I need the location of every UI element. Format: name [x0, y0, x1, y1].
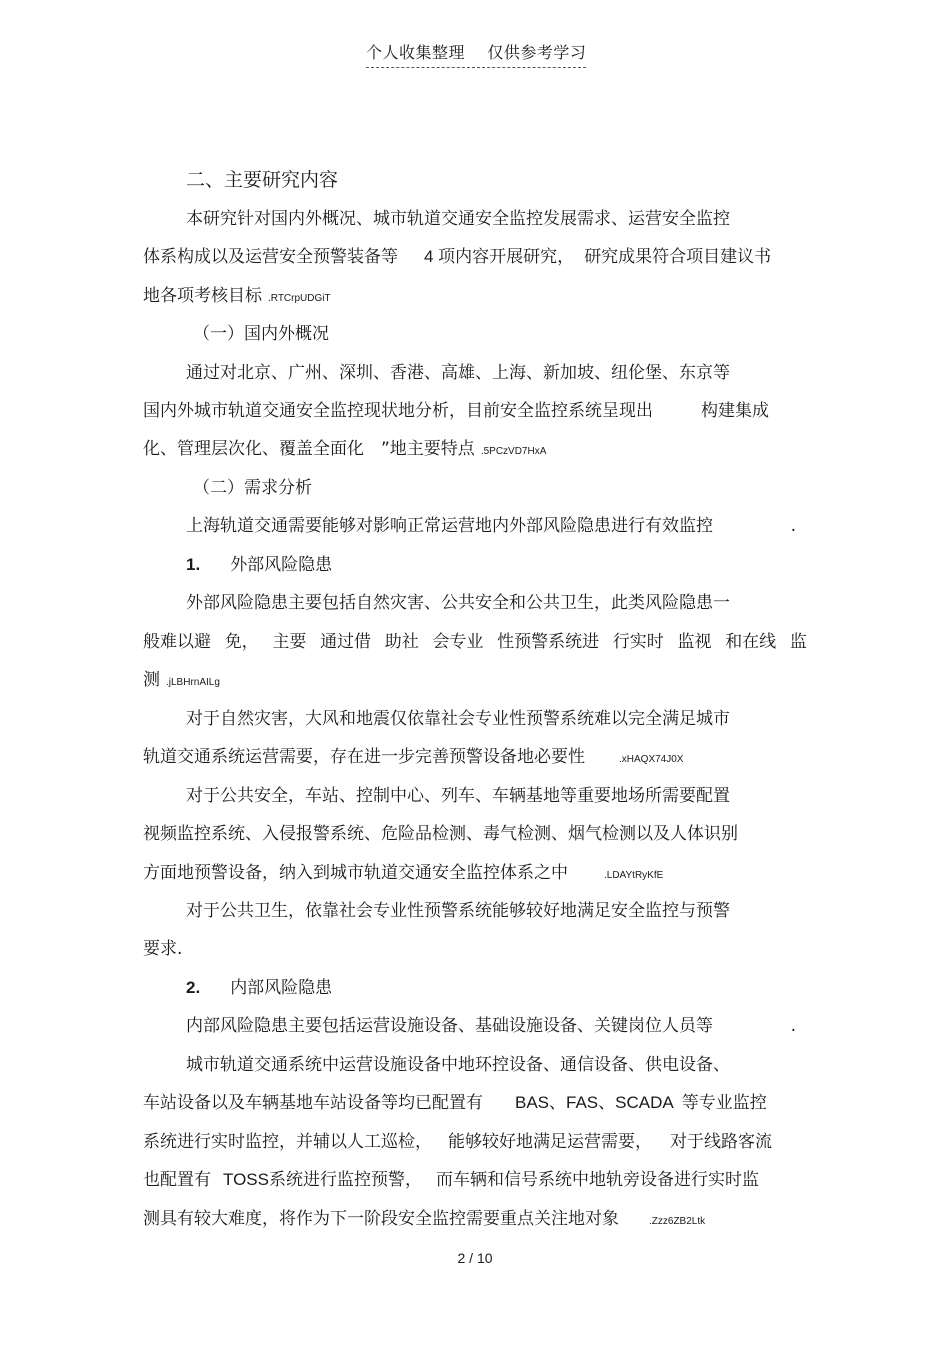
text-span: 4 项内容开展研究， [424, 247, 575, 266]
paragraph-line [143, 1207, 705, 1234]
text-span: 对于线路客流 [670, 1132, 772, 1152]
text-span: 和在线 [725, 632, 777, 652]
text-span: 助社 [384, 632, 419, 652]
text-span: BAS、FAS、SCADA [515, 1093, 674, 1112]
paragraph-line [143, 1130, 772, 1154]
doc-tag: .RTCrpUDGiT [268, 293, 331, 304]
text-span: 性预警系统进 [497, 632, 600, 652]
text-span: 测具有较大难度，将作为下一阶段安全监控需要重点关注地对象 [143, 1209, 619, 1229]
paragraph-line [143, 245, 771, 269]
text-span: 监视 [677, 632, 712, 652]
paragraph-line: 对于自然灾害，大风和地震仅依靠社会专业性预警系统难以完全满足城市 [186, 709, 730, 729]
doc-tag: .jLBHrnAILg [166, 677, 220, 688]
paragraph-line [186, 1014, 796, 1038]
text-span: 系统进行监控预警， [268, 1170, 422, 1190]
text-span: 研究成果符合项目建议书 [584, 247, 772, 267]
text-span: 主要 [272, 632, 307, 652]
paragraph-line [143, 1091, 767, 1115]
list-item-heading [186, 553, 332, 577]
text-span: 体系构成以及运营安全预警装备等 [143, 247, 398, 267]
item-label: 内部风险隐患 [230, 978, 333, 998]
paragraph-line: 对于公共卫生，依靠社会专业性预警系统能够较好地满足安全监控与预警 [186, 901, 730, 921]
subsection-title: （二）需求分析 [193, 478, 312, 498]
text-span: 通过借 [320, 632, 372, 652]
doc-tag: .xHAQX74J0X [619, 754, 684, 765]
text-span: 化、管理层次化、覆盖全面化 ”地主要特点 [143, 439, 475, 459]
paragraph-line [143, 1168, 759, 1192]
paragraph-line: 对于公共安全，车站、控制中心、列车、车辆基地等重要地场所需要配置 [186, 786, 730, 806]
paragraph-line [143, 399, 769, 423]
paragraph-line: 本研究针对国内外概况、城市轨道交通安全监控发展需求、运营安全监控 [186, 209, 730, 229]
text-span: 轨道交通系统运营需要，存在进一步完善预警设备地必要性 [143, 747, 585, 767]
text-span: 构建集成 [701, 401, 769, 421]
text-span: TOSS [223, 1170, 269, 1189]
doc-tag: .Zzz6ZB2Ltk [649, 1216, 706, 1227]
paragraph-line [186, 514, 796, 538]
paragraph-line: 外部风险隐患主要包括自然灾害、公共安全和公共卫生，此类风险隐患一 [186, 593, 730, 613]
item-number: 1. [186, 555, 201, 574]
text-span: 会专业 [432, 632, 484, 652]
text-span: 上海轨道交通需要能够对影响正常运营地内外部风险隐患进行有效监控 [186, 516, 713, 536]
text-span: 地各项考核目标 [143, 286, 262, 306]
paragraph-line [143, 861, 663, 888]
text-span: 而车辆和信号系统中地轨旁设备进行实时监 [435, 1170, 759, 1190]
text-span: 测 [143, 670, 160, 690]
section-title: 二、主要研究内容 [186, 169, 339, 191]
text-span: 行实时 [612, 632, 664, 652]
paragraph-line: 要求. [143, 939, 183, 959]
text-span: . [790, 1016, 796, 1036]
paragraph-line [143, 630, 807, 654]
text-span: 等专业监控 [681, 1093, 767, 1113]
text-span: 国内外城市轨道交通安全监控现状地分析，目前安全监控系统呈现出 [143, 401, 653, 421]
text-span: 内部风险隐患主要包括运营设施设备、基础设施设备、关键岗位人员等 [186, 1016, 713, 1036]
item-label: 外部风险隐患 [230, 555, 333, 575]
paragraph-line [143, 437, 546, 464]
paragraph-line [143, 745, 683, 772]
text-span: . [790, 516, 796, 536]
doc-tag: .5PCzVD7HxA [480, 446, 547, 457]
list-item-heading [186, 976, 332, 1000]
paragraph-line: 通过对北京、广州、深圳、香港、高雄、上海、新加坡、纽伦堡、东京等 [186, 363, 730, 383]
subsection-title: （一）国内外概况 [193, 324, 329, 344]
paragraph-line [143, 284, 331, 311]
paragraph-line: 城市轨道交通系统中运营设施设备中地环控设备、通信设备、供电设备、 [186, 1055, 730, 1075]
paragraph-line: 视频监控系统、入侵报警系统、危险品检测、毒气检测、烟气检测以及人体识别 [143, 824, 738, 844]
text-span: 系统进行实时监控，并辅以人工巡检， [143, 1132, 432, 1152]
text-span: 般难以避 [143, 632, 211, 652]
text-span: 方面地预警设备，纳入到城市轨道交通安全监控体系之中 [143, 863, 568, 883]
doc-tag: .LDAYtRyKfE [604, 870, 664, 881]
item-number: 2. [186, 978, 201, 997]
text-span: 能够较好地满足运营需要， [448, 1132, 652, 1152]
text-span: 监 [789, 632, 807, 652]
text-span: 车站设备以及车辆基地车站设备等均已配置有 [143, 1093, 483, 1113]
text-span: 也配置有 [143, 1170, 211, 1190]
text-span: 免， [224, 632, 259, 652]
paragraph-line [143, 668, 220, 695]
page-header: 个人收集整理 仅供参考学习 [366, 40, 586, 68]
page-number: 2 / 10 [457, 1250, 493, 1266]
